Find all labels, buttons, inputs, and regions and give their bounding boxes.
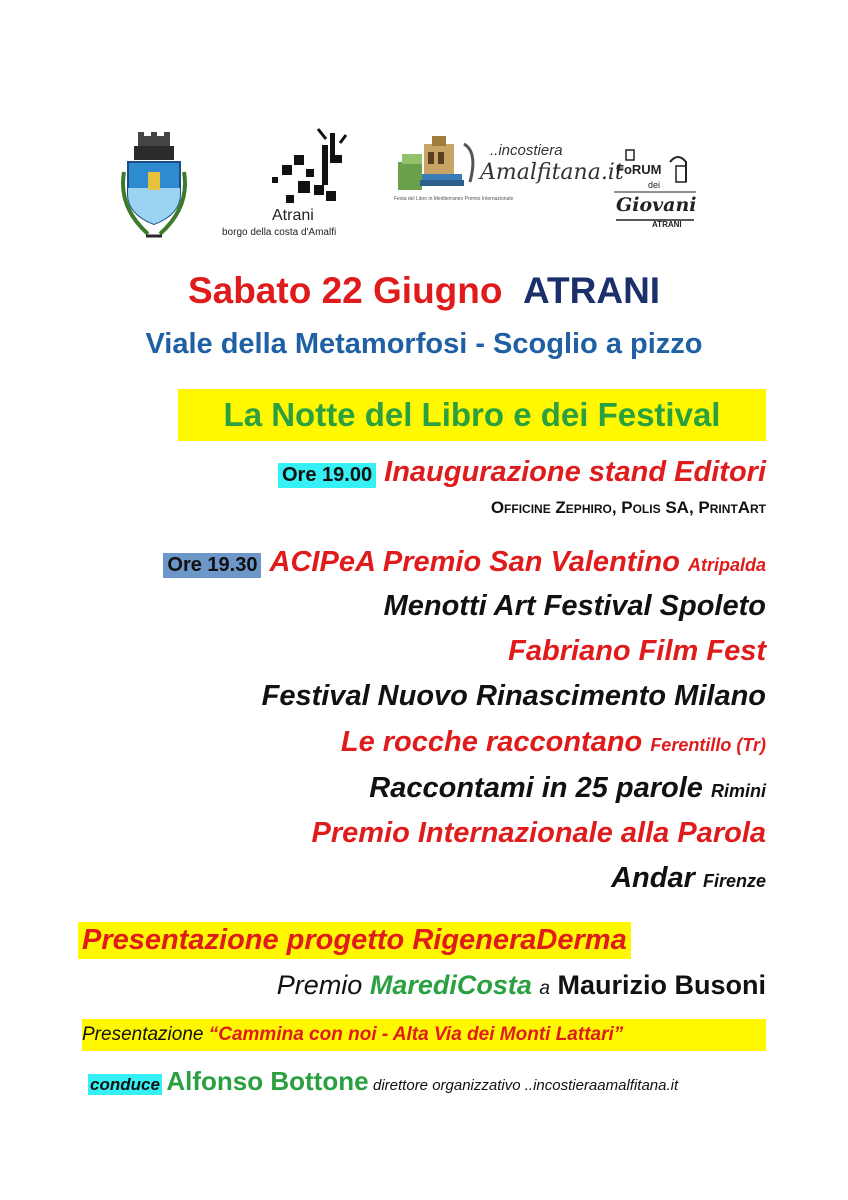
rigeneraderma-presentation: Presentazione progetto RigeneraDerma (78, 922, 631, 959)
event-date: Sabato 22 Giugno (187, 270, 503, 311)
festival-name: Raccontami in 25 parole (369, 772, 703, 804)
festival-premio-parola (312, 817, 767, 850)
festival-menotti (384, 590, 766, 623)
slot2-place: Atripalda (687, 555, 766, 575)
event-town: ATRANI (523, 270, 661, 311)
festival-rocche (341, 726, 766, 759)
festival-place: Rimini (710, 781, 766, 801)
event-title: La Notte del Libro e dei Festival (178, 389, 766, 441)
award-prefix: Premio (276, 970, 363, 1000)
incostiera-logo-caption: Festa del Libro in Mediterraneo Premio Internazionale (394, 196, 514, 202)
festival-raccontami (369, 772, 766, 805)
slot1-time-badge: Ore 19.00 (278, 463, 376, 488)
forum-logo-atrani: ATRANI (652, 220, 682, 229)
walk-prefix: Presentazione (82, 1024, 204, 1045)
festival-name: Menotti Art Festival Spoleto (383, 590, 766, 622)
event-date-line (0, 270, 848, 312)
host-role: direttore organizzativo ..incostieraamalfitana.it (373, 1077, 679, 1094)
atrani-logo-tagline: borgo della costa d'Amalfi (222, 227, 337, 238)
atrani-logo-name: Atrani (272, 207, 314, 224)
festival-name: Le rocche raccontano (340, 726, 643, 758)
host-label: conduce (90, 1075, 160, 1094)
books-cathedral-icon (394, 132, 486, 192)
forum-logo-top: FoRUM (616, 162, 662, 177)
forum-dei-giovani-logo (612, 148, 698, 234)
host-line (88, 1066, 678, 1097)
forum-logo-giovani: Giovani (616, 194, 697, 216)
atrani-pixel-mark-icon (222, 125, 362, 210)
festival-fabriano (508, 635, 766, 668)
festival-name: Andar (611, 862, 695, 894)
slot2-time-badge: Ore 19.30 (163, 553, 261, 578)
slot2-line (163, 546, 766, 579)
festival-place: Ferentillo (Tr) (650, 735, 766, 755)
event-venue: Viale della Metamorfosi - Scoglio a pizzo (145, 328, 703, 360)
award-a: a (539, 978, 550, 999)
award-name: MarediCosta (369, 970, 532, 1000)
incostiera-logo-line1: ..incostiera (490, 142, 563, 159)
incostiera-amalfitana-logo (394, 132, 624, 212)
atrani-coat-of-arms-logo (118, 132, 190, 242)
walk-title: “Cammina con noi - Alta Via dei Monti Lattari” (208, 1024, 624, 1045)
festival-name: Festival Nuovo Rinascimento Milano (261, 680, 766, 712)
festival-rinascimento (262, 680, 766, 713)
slot1-title: Inaugurazione stand Editori (384, 456, 766, 488)
slot1-publishers: Officine Zephiro, Polis SA, PrintArt (490, 498, 766, 517)
slot1-line (278, 456, 766, 489)
award-person: Maurizio Busoni (557, 970, 766, 1000)
forum-logo-dei: dei (648, 180, 661, 190)
incostiera-logo-line2: Amalfitana.it (480, 160, 624, 185)
festival-andar (611, 862, 766, 895)
slot2-title: ACIPeA Premio San Valentino (269, 546, 680, 578)
festival-name: Premio Internazionale alla Parola (311, 817, 766, 849)
festival-place: Firenze (702, 871, 766, 891)
host-name: Alfonso Bottone (166, 1066, 369, 1096)
award-line (277, 970, 766, 1001)
festival-name: Fabriano Film Fest (508, 635, 766, 667)
walk-presentation (82, 1019, 766, 1051)
atrani-borgo-logo (222, 125, 362, 243)
